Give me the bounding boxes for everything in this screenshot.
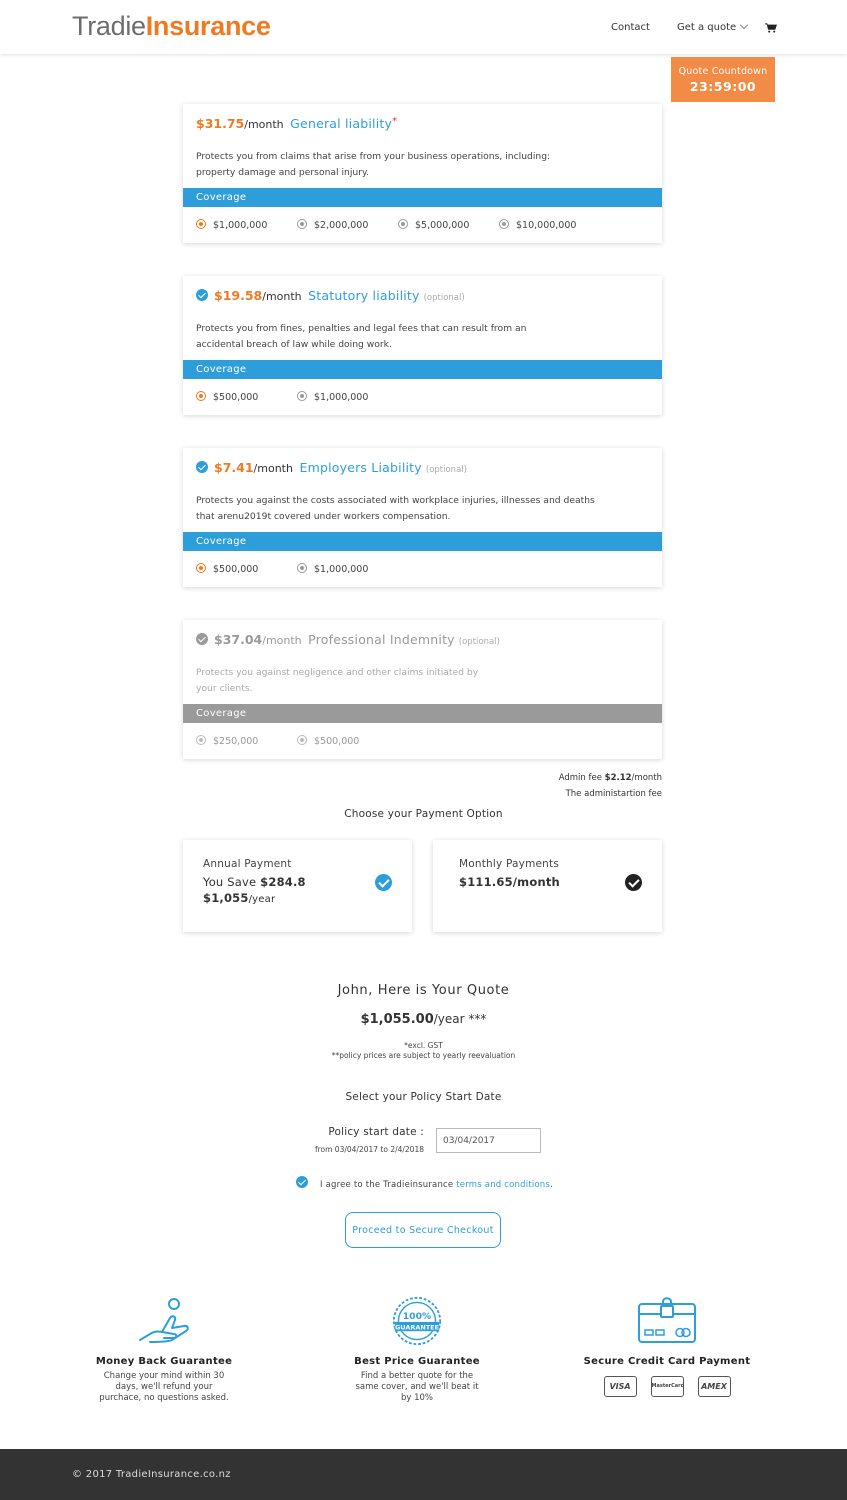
card-logos — [567, 1376, 767, 1397]
coverage-bar: Coverage — [183, 704, 662, 723]
policy-title: Professional Indemnity — [308, 632, 455, 647]
quote-price: $1,055.00/year *** — [360, 1012, 487, 1027]
policy-description: Protects you against the costs associated with workplace injuries, illnesses and deaths that arenu2019t covered under workers compensation. — [196, 495, 595, 522]
countdown-time: 23:59:00 — [689, 79, 757, 94]
quote-notes: *excl. GST **policy prices are subject to yearly reevaluation — [331, 1041, 516, 1060]
radio-icon[interactable] — [398, 219, 408, 229]
credit-card-lock-icon — [637, 1296, 697, 1346]
nav-get-a-quote-menu[interactable]: Get a quote — [677, 22, 747, 33]
policy-heading: $31.75/month General liability* — [196, 116, 398, 131]
site-footer — [0, 1449, 847, 1500]
feature-money-back: Money Back Guarantee Change your mind within 30 days, we'll refund your purchace, no questions asked. — [64, 1296, 264, 1404]
start-date-input[interactable] — [436, 1128, 541, 1153]
start-date-range: from 03/04/2017 to 2/4/2018 — [314, 1145, 424, 1154]
policy-card-employers-liability — [183, 448, 662, 587]
coverage-bar: Coverage — [183, 532, 662, 551]
radio-selected-icon[interactable] — [196, 391, 206, 401]
annual-payment-option[interactable]: Annual Payment You Save $284.8 $1,055/year — [183, 840, 412, 932]
policy-heading: $19.58/month Statutory liability (optional) — [196, 288, 465, 303]
policy-description: Protects you from fines, penalties and legal fees that can result from an accidental breach of law while doing work. — [196, 323, 527, 350]
radio-icon[interactable] — [297, 219, 307, 229]
policy-heading: $7.41/month Employers Liability (optional) — [196, 460, 467, 475]
monthly-payment-option[interactable]: Monthly Payments $111.65/month — [433, 840, 662, 932]
coverage-option[interactable]: $1,000,000 — [196, 219, 267, 231]
policy-check-icon[interactable] — [196, 461, 208, 473]
policy-description: Protects you against negligence and other claims initiated by your clients. — [196, 667, 479, 694]
policy-title: General liability — [290, 116, 393, 131]
optional-tag: (optional) — [423, 293, 465, 303]
radio-icon[interactable] — [196, 735, 206, 745]
check-circle-icon — [625, 874, 642, 891]
secure-checkout-button[interactable]: Proceed to Secure Checkout — [345, 1212, 501, 1248]
policy-check-icon[interactable] — [196, 633, 208, 645]
coverage-option[interactable]: $1,000,000 — [297, 563, 368, 575]
policy-title: Employers Liability — [299, 460, 422, 475]
policy-card-general-liability — [183, 104, 662, 243]
coverage-option[interactable]: $500,000 — [297, 735, 359, 747]
nav-contact-link[interactable]: Contact — [611, 22, 650, 33]
admin-fee: Admin fee $2.12/month The administartion fee — [558, 773, 662, 799]
guarantee-badge-icon — [390, 1296, 444, 1346]
visa-icon: VISA — [604, 1376, 637, 1397]
optional-tag: (optional) — [425, 465, 467, 475]
radio-icon[interactable] — [297, 735, 307, 745]
radio-selected-icon[interactable] — [196, 563, 206, 573]
feature-secure-payment: Secure Credit Card Payment VISA MasterCard AMEX — [567, 1296, 767, 1397]
coverage-option[interactable]: $500,000 — [196, 563, 258, 575]
logo[interactable]: TradieInsurance — [72, 11, 271, 41]
mastercard-icon: MasterCard — [651, 1376, 684, 1397]
quote-title: John, Here is Your Quote — [337, 983, 510, 998]
start-date-heading: Select your Policy Start Date — [345, 1091, 502, 1103]
copyright: © 2017 TradieInsurance.co.nz — [72, 1469, 231, 1480]
policy-card-professional-indemnity — [183, 620, 662, 759]
coverage-option[interactable]: $2,000,000 — [297, 219, 368, 231]
quote-countdown — [671, 57, 775, 102]
coverage-option[interactable]: $500,000 — [196, 391, 258, 403]
required-mark: * — [392, 116, 398, 127]
policy-check-icon[interactable] — [196, 289, 208, 301]
policy-heading: $37.04/month Professional Indemnity (optional) — [196, 632, 500, 647]
policy-card-statutory-liability — [183, 276, 662, 415]
badge-top-text: 100% — [402, 1311, 432, 1323]
radio-icon[interactable] — [297, 391, 307, 401]
optional-tag: (optional) — [458, 637, 500, 647]
policy-price: $37.04 — [214, 632, 263, 647]
hand-coin-icon — [136, 1296, 192, 1346]
coverage-bar: Coverage — [183, 360, 662, 379]
site-header — [0, 0, 847, 54]
coverage-option[interactable]: $10,000,000 — [499, 219, 576, 231]
coverage-option[interactable]: $1,000,000 — [297, 391, 368, 403]
start-date-label: Policy start date : — [328, 1126, 424, 1138]
radio-selected-icon[interactable] — [196, 219, 206, 229]
coverage-option[interactable]: $5,000,000 — [398, 219, 469, 231]
policy-price: $31.75 — [196, 116, 245, 131]
policy-description: Protects you from claims that arise from your business operations, including: property damage and personal injury. — [196, 151, 551, 178]
policy-title: Statutory liability — [308, 288, 420, 303]
coverage-option[interactable]: $250,000 — [196, 735, 258, 747]
feature-best-price: 100% GUARANTEE Best Price Guarantee Find a better quote for the same cover, and we'll beat it by 10% — [317, 1296, 517, 1404]
coverage-bar: Coverage — [183, 188, 662, 207]
countdown-label: Quote Countdown — [678, 66, 768, 77]
radio-icon[interactable] — [297, 563, 307, 573]
radio-icon[interactable] — [499, 219, 509, 229]
badge-bottom-text: GUARANTEE — [394, 1323, 440, 1332]
terms-agreement: I agree to the Tradieinsurance terms and conditions. — [296, 1176, 553, 1190]
agree-checkbox-icon[interactable] — [296, 1176, 308, 1188]
policy-price: $19.58 — [214, 288, 263, 303]
payment-option-heading: Choose your Payment Option — [344, 808, 503, 820]
cart-icon[interactable] — [765, 23, 777, 33]
terms-link[interactable]: terms and conditions — [456, 1180, 551, 1190]
amex-icon: AMEX — [698, 1376, 731, 1397]
check-circle-icon — [375, 874, 392, 891]
policy-price: $7.41 — [214, 460, 254, 475]
chevron-down-icon — [740, 21, 748, 29]
